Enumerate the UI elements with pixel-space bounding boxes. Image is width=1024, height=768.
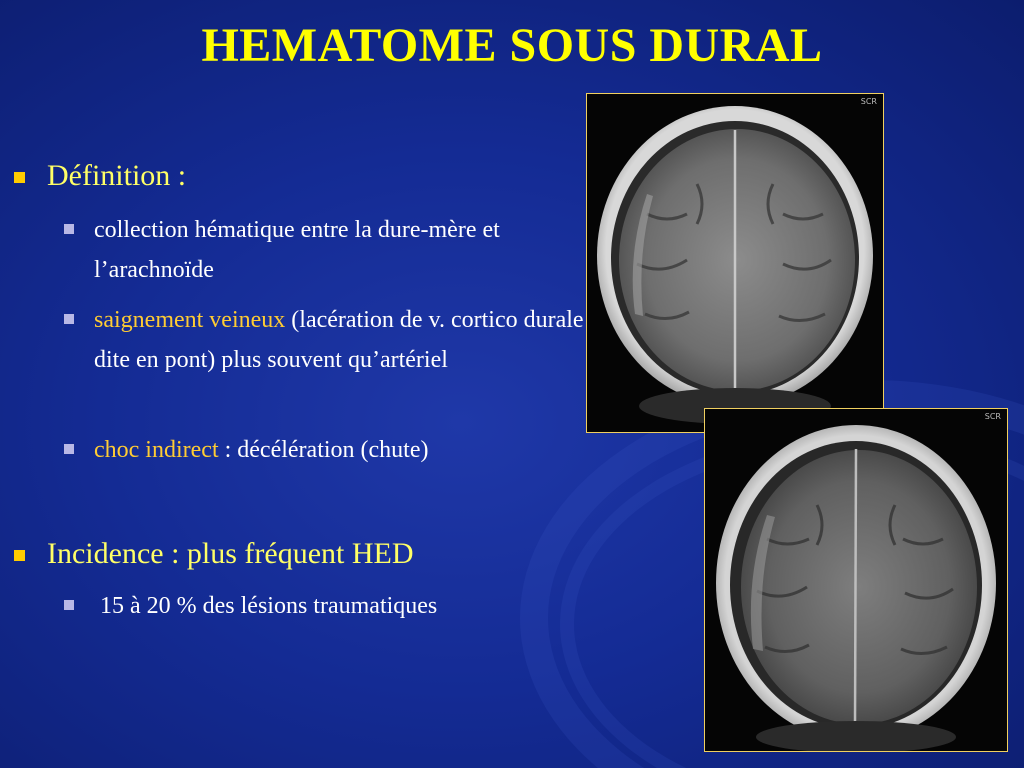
square-bullet-icon <box>64 224 74 234</box>
highlighted-term: choc indirect <box>94 437 219 463</box>
section-heading: Incidence : plus fréquent HED <box>47 537 414 570</box>
bullet-text-post: collection hématique entre la dure-mère et l’arachnoïde <box>94 217 500 283</box>
brain-ct-image <box>587 94 883 432</box>
square-bullet-icon <box>14 172 25 183</box>
sub-bullet-item <box>64 300 584 380</box>
slide-title: HEMATOME SOUS DURAL <box>201 19 823 72</box>
scan-corner-label: SCR <box>984 412 1001 421</box>
square-bullet-icon <box>64 444 74 454</box>
square-bullet-icon <box>14 550 25 561</box>
bullet-definition <box>14 156 186 196</box>
bullet-incidence <box>14 534 414 574</box>
bullet-text <box>94 300 584 380</box>
bullet-text-post: (lacération de v. cortico durale dite en pont) plus souvent qu’artériel <box>94 307 584 373</box>
sub-bullet-item <box>64 586 584 626</box>
bullet-text-post: : décélération (chute) <box>218 437 429 463</box>
bullet-text <box>94 586 437 626</box>
section-heading: Définition : <box>47 159 187 192</box>
bullet-text-post: 15 à 20 % des lésions traumatiques <box>100 593 438 619</box>
sub-bullet-item <box>64 430 584 470</box>
ct-scan-top <box>586 93 884 433</box>
highlighted-term: saignement veineux <box>94 307 286 333</box>
scan-corner-label: SCR <box>860 97 877 106</box>
bullet-text <box>94 430 429 470</box>
bullet-text <box>94 210 584 290</box>
brain-ct-image <box>705 409 1007 751</box>
square-bullet-icon <box>64 314 74 324</box>
sub-bullet-item <box>64 210 584 290</box>
square-bullet-icon <box>64 600 74 610</box>
ct-scan-bottom <box>704 408 1008 752</box>
